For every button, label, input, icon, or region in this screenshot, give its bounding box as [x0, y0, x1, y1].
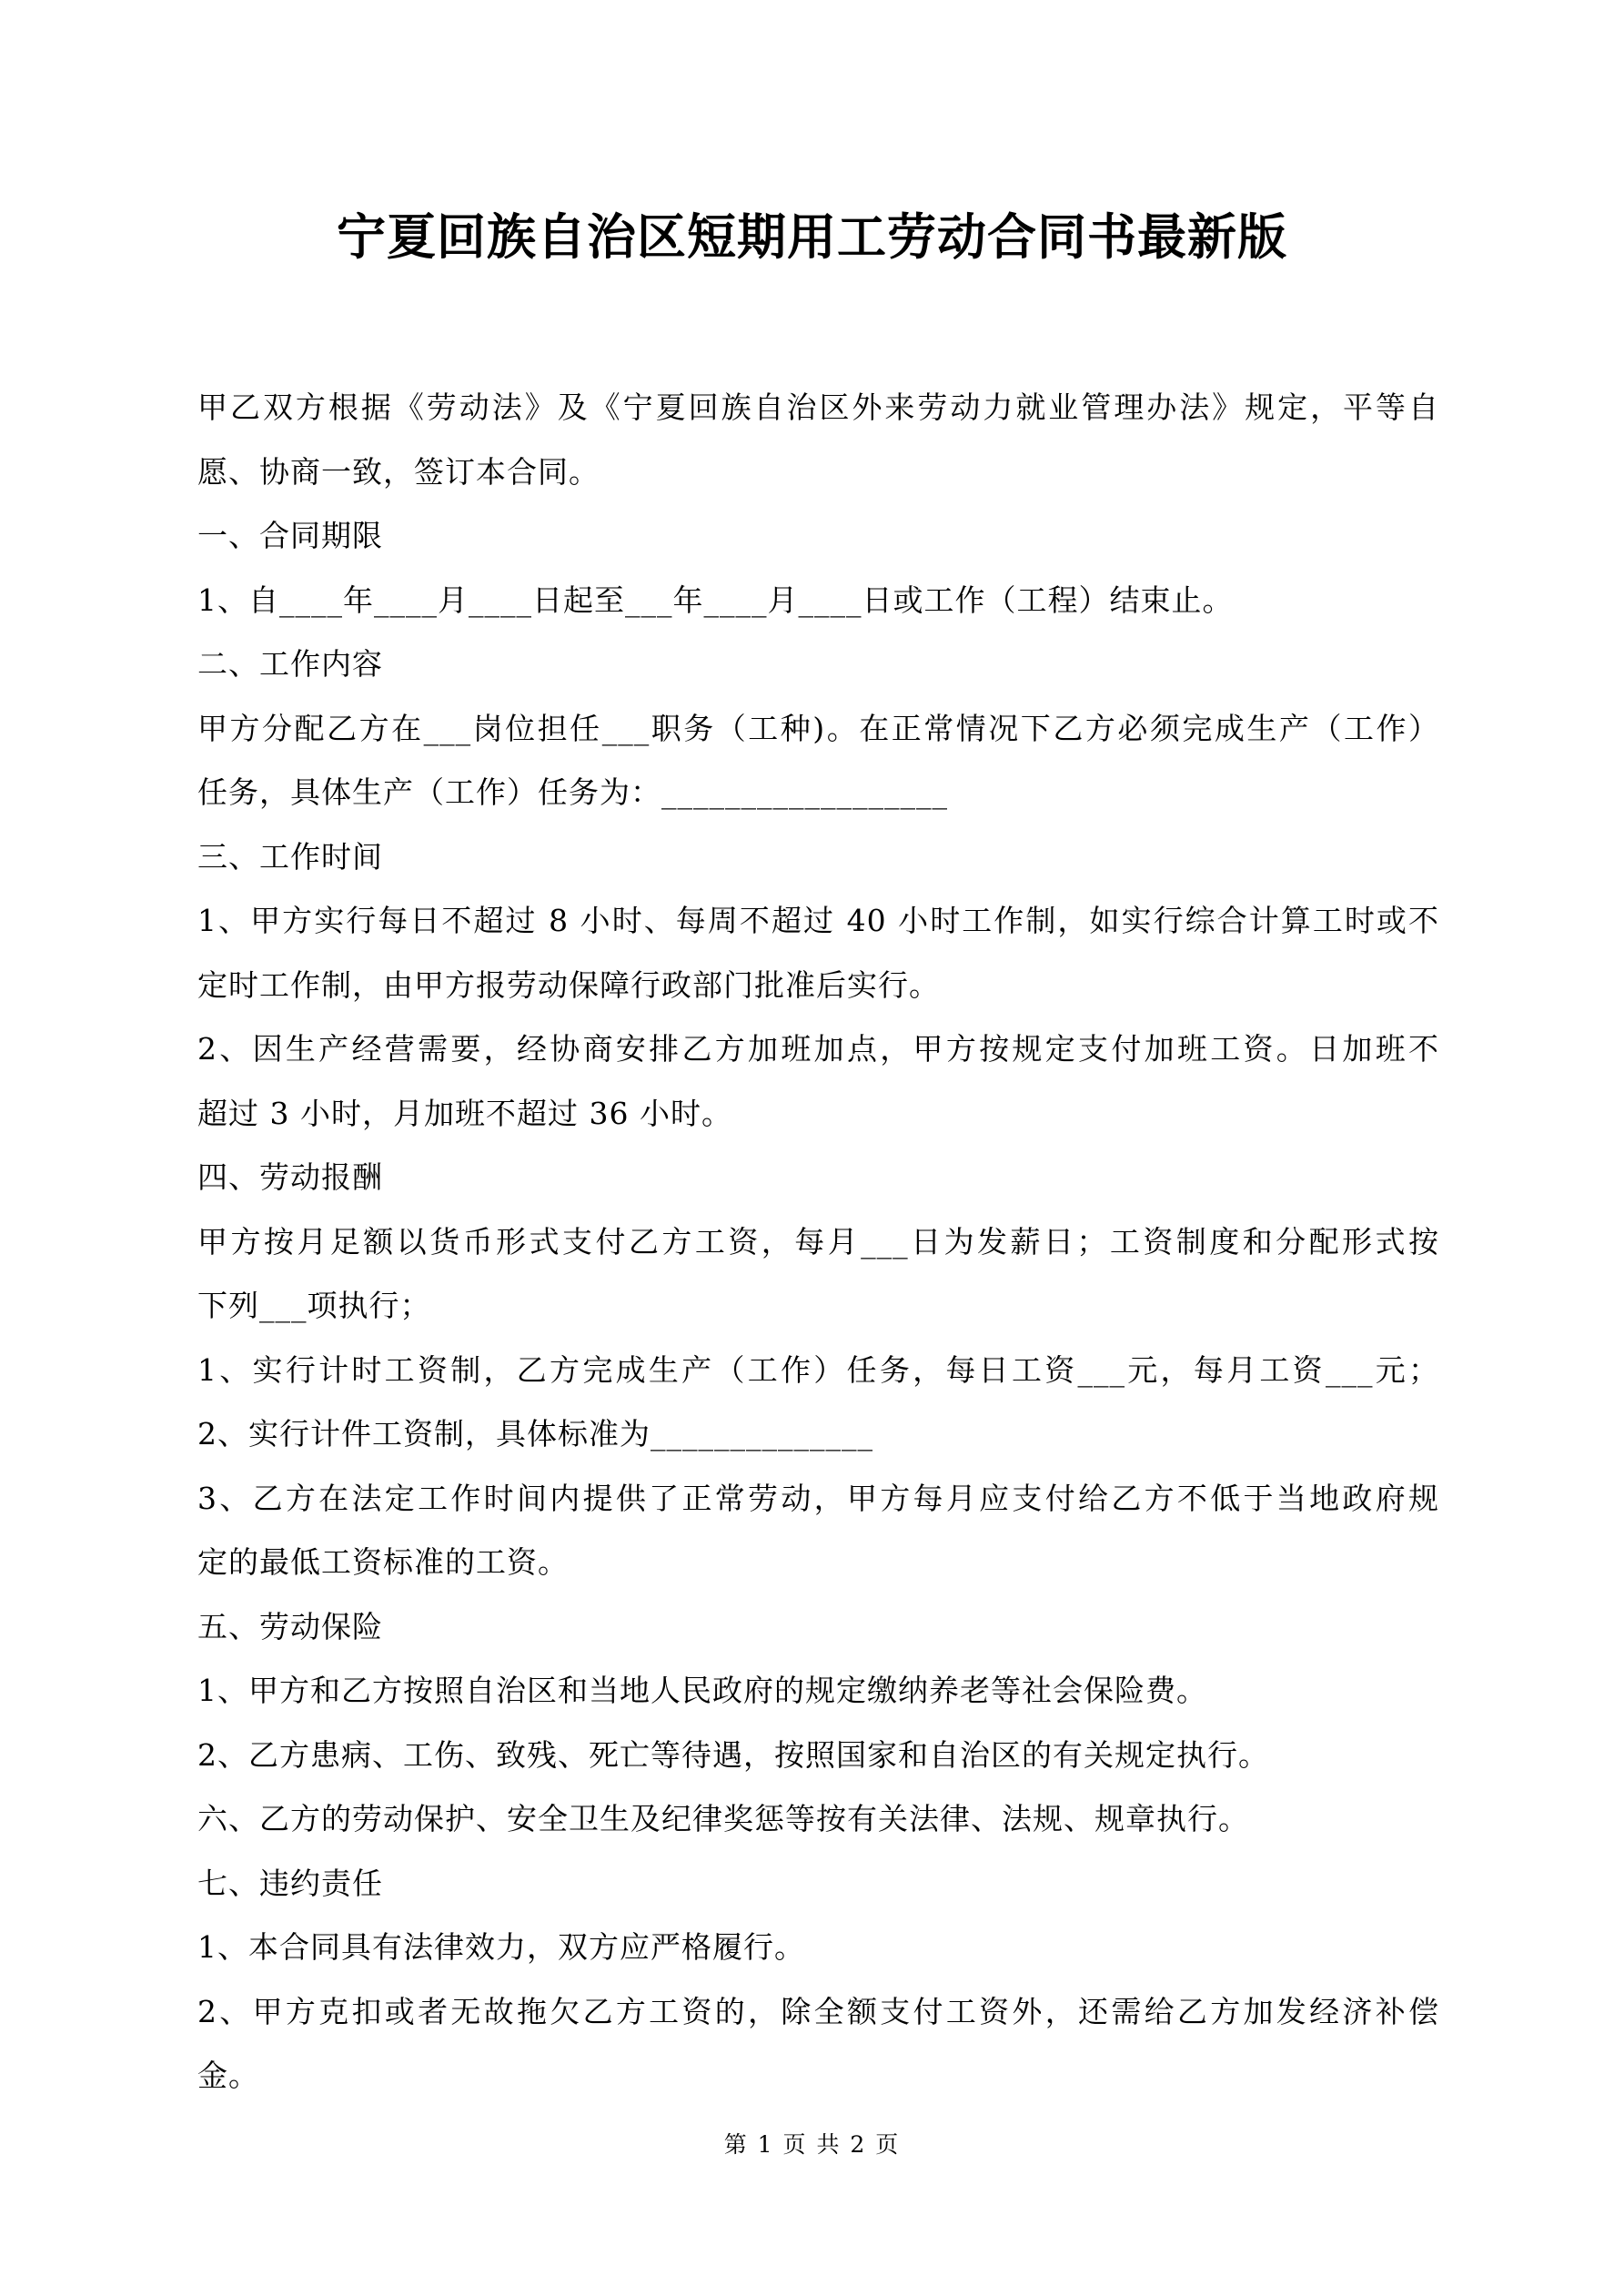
page-number-footer: 第 1 页 共 2 页 [723, 2131, 901, 2158]
document-line: 二、工作内容 [197, 646, 383, 682]
document-line: 任务，具体生产（工作）任务为：__________________ [197, 774, 948, 810]
document-line: 六、乙方的劳动保护、安全卫生及纪律奖惩等按有关法律、法规、规章执行。 [197, 1801, 1249, 1836]
document-line: 三、工作时间 [197, 838, 383, 875]
document-title: 宁夏回族自治区短期用工劳动合同书最新版 [337, 207, 1287, 266]
document-line: 定的最低工资标准的工资。 [197, 1544, 569, 1580]
document-line: 2、因生产经营需要，经协商安排乙方加班加点，甲方按规定支付加班工资。日加班不 [197, 1031, 1439, 1067]
document-line: 甲方分配乙方在___岗位担任___职务（工种)。在正常情况下乙方必须完成生产（工作） [197, 710, 1439, 746]
document-line: 2、甲方克扣或者无故拖欠乙方工资的，除全额支付工资外，还需给乙方加发经济补偿 [197, 1993, 1439, 2029]
document-line: 1、实行计时工资制，乙方完成生产（工作）任务，每日工资___元，每月工资___元； [197, 1351, 1439, 1388]
document-body [197, 376, 1439, 2109]
document-line: 甲方按月足额以货币形式支付乙方工资，每月___日为发薪日；工资制度和分配形式按 [197, 1223, 1439, 1259]
document-line: 甲乙双方根据《劳动法》及《宁夏回族自治区外来劳动力就业管理办法》规定，平等自 [197, 389, 1439, 425]
document-line: 2、乙方患病、工伤、致残、死亡等待遇，按照国家和自治区的有关规定执行。 [197, 1736, 1269, 1773]
document-line: 七、违约责任 [197, 1865, 383, 1901]
document-line: 定时工作制，由甲方报劳动保障行政部门批准后实行。 [197, 966, 940, 1003]
document-line: 1、本合同具有法律效力，双方应严格履行。 [197, 1929, 805, 1965]
document-line: 1、自____年____月____日起至___年____月____日或工作（工程）结束止。 [197, 582, 1234, 618]
document-line: 四、劳动报酬 [197, 1159, 383, 1195]
document-line: 超过 3 小时，月加班不超过 36 小时。 [197, 1095, 732, 1131]
document-line: 五、劳动保险 [197, 1608, 383, 1644]
document-line: 一、合同期限 [197, 518, 383, 553]
document-line: 1、甲方和乙方按照自治区和当地人民政府的规定缴纳养老等社会保险费。 [197, 1673, 1207, 1708]
document-line: 3、乙方在法定工作时间内提供了正常劳动，甲方每月应支付给乙方不低于当地政府规 [197, 1480, 1439, 1516]
document-line: 1、甲方实行每日不超过 8 小时、每周不超过 40 小时工作制，如实行综合计算工时或不 [197, 903, 1439, 938]
document-line: 金。 [197, 2058, 259, 2093]
document-line: 愿、协商一致，签订本合同。 [197, 453, 600, 490]
document-line: 下列___项执行； [197, 1288, 431, 1323]
document-line: 2、实行计件工资制，具体标准为______________ [197, 1416, 873, 1451]
